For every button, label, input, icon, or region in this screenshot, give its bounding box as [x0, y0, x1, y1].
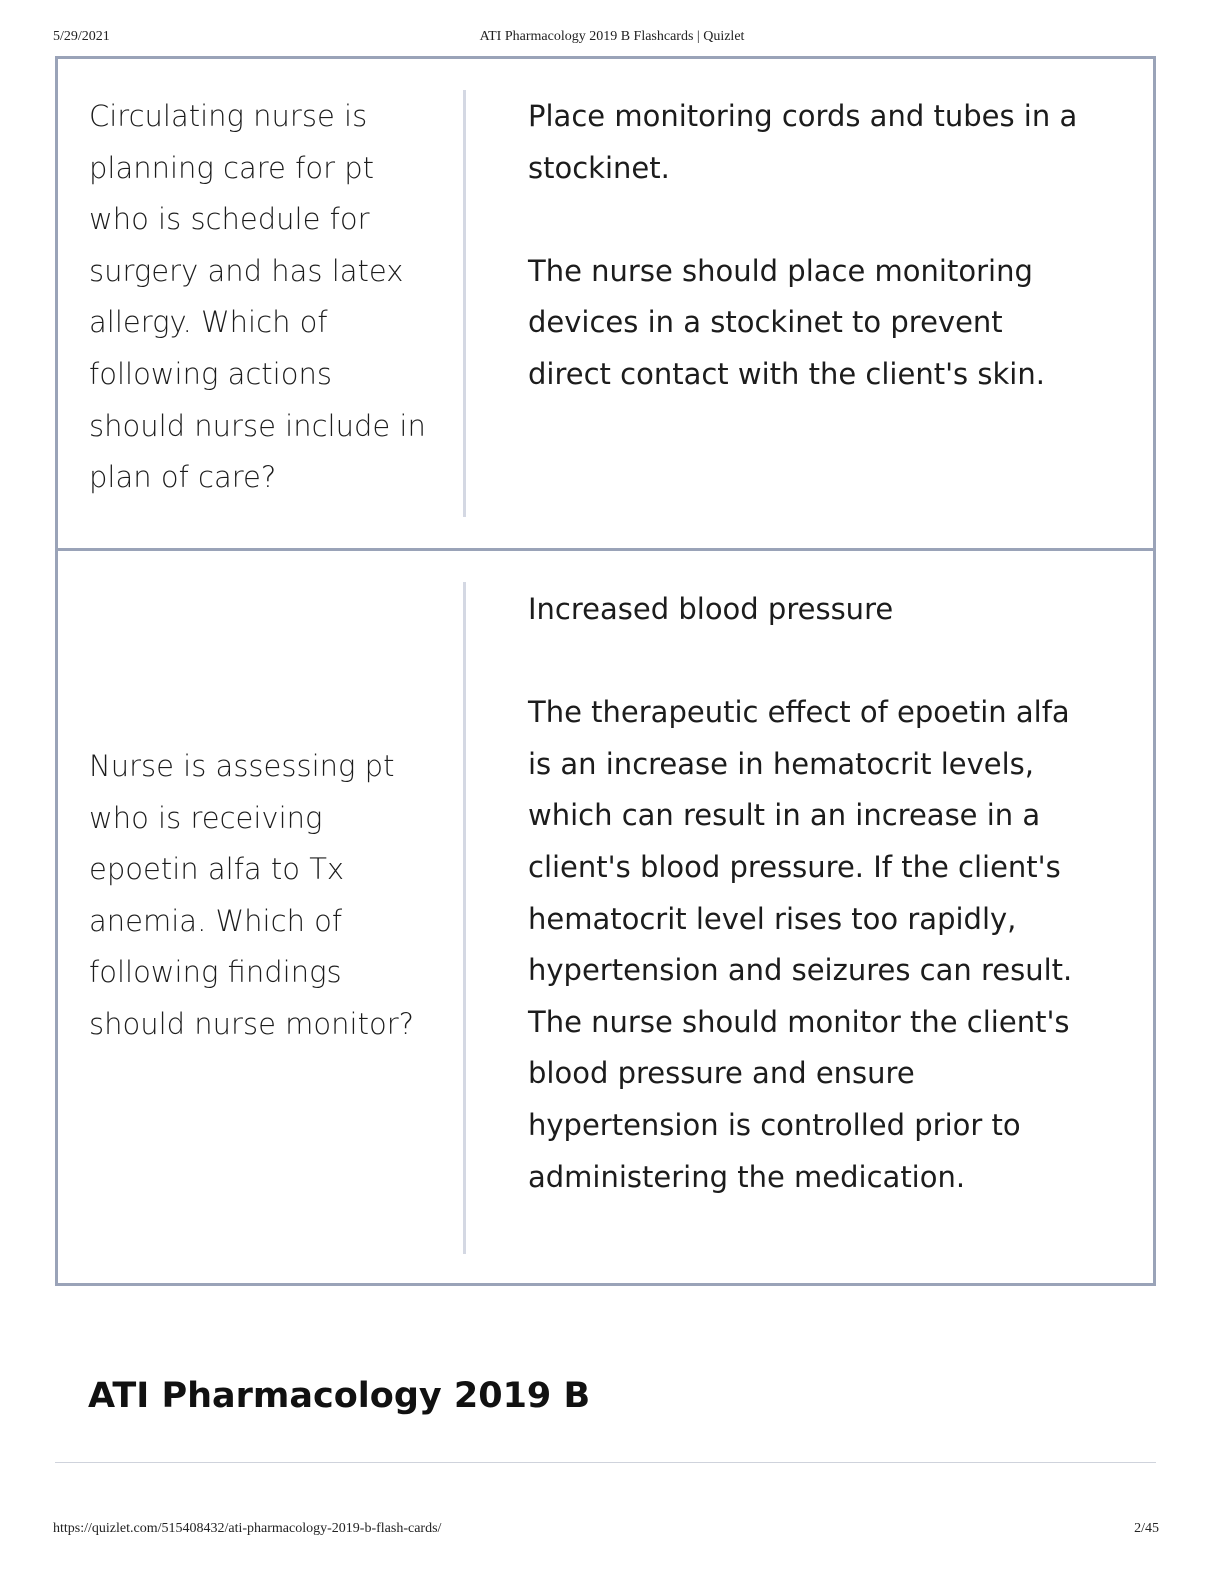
print-header	[53, 29, 1171, 49]
page-number: 2/45	[1134, 1521, 1159, 1536]
flashcard-term: Nurse is assessing pt who is receiving epoetin alfa to Tx anemia. Which of following findings should nurse monitor?	[89, 749, 415, 1041]
card-divider	[463, 582, 466, 1254]
definition-answer: Increased blood pressure	[528, 592, 894, 626]
divider-rule	[55, 1462, 1156, 1463]
print-footer	[53, 1521, 1171, 1541]
print-date: 5/29/2021	[53, 29, 110, 44]
flashcard-definition	[528, 584, 1083, 1203]
definition-rationale: The nurse should place monitoring devices in a stockinet to prevent direct contact with the client's skin.	[528, 253, 1045, 391]
flashcard-term: Circulating nurse is planning care for pt who is schedule for surgery and has latex allergy. Which of following actions should nurse include in plan of care?	[89, 99, 426, 495]
definition-answer: Place monitoring cords and tubes in a stockinet.	[528, 99, 1078, 185]
flashcard	[58, 551, 1153, 1283]
flashcard-list	[55, 56, 1156, 1286]
flashcard	[58, 59, 1153, 548]
card-divider	[463, 90, 466, 517]
definition-rationale: The therapeutic effect of epoetin alfa is an increase in hematocrit levels, which can result in an increase in a client's blood pressure. If the client's hematocrit level rises too rapidly, hypertension and seizures can result. The nurse should monitor the client's blood pressure and ensure hypertension is controlled prior to administering the medication.	[528, 695, 1073, 1194]
page-url: https://quizlet.com/515408432/ati-pharmacology-2019-b-flash-cards/	[53, 1521, 442, 1536]
print-title: ATI Pharmacology 2019 B Flashcards | Quizlet	[479, 29, 745, 44]
flashcard-definition	[528, 91, 1083, 401]
set-title: ATI Pharmacology 2019 B	[88, 1376, 591, 1416]
